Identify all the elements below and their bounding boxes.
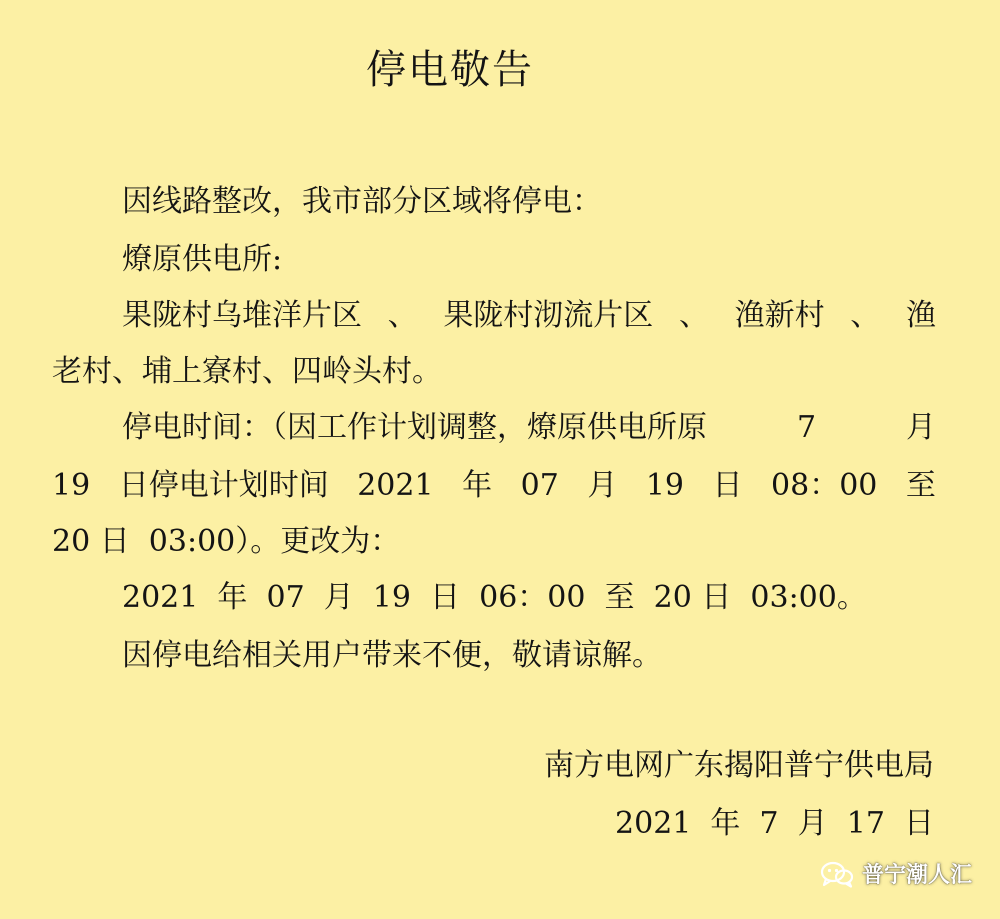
time-token: 年: [462, 468, 493, 503]
time-label: 停电时间：（因工作计划调整，燎原供电所原: [122, 410, 707, 445]
time-value: 7: [796, 410, 817, 445]
watermark-text: 普宁潮人汇: [861, 863, 972, 888]
time-token: 19: [645, 468, 685, 503]
area-separator: 、: [678, 298, 709, 333]
wechat-icon: [820, 860, 854, 888]
time-token: 08：00: [771, 468, 878, 503]
source-watermark: [820, 858, 972, 889]
time-token: 2021: [357, 468, 434, 503]
area-separator: 、: [850, 298, 881, 333]
issuer-name: 南方电网广东揭阳普宁供电局: [544, 748, 934, 783]
areas-line-1: [122, 296, 936, 336]
time-unit: 月: [906, 410, 936, 445]
issue-date: 2021 年 7 月 17 日: [615, 806, 934, 841]
area-separator: 、: [387, 298, 418, 333]
intro-text: 因线路整改，我市部分区域将停电：: [122, 184, 602, 219]
time-line-1: [122, 408, 936, 448]
apology-text: 因停电给相关用户带来不便，敬请谅解。: [122, 638, 662, 673]
time-token: 07: [520, 468, 559, 503]
station-name: 燎原供电所:: [122, 242, 283, 277]
time-token: 日停电计划时间: [118, 468, 329, 503]
areas-line-2: 老村、埔上寮村、四岭头村。: [52, 354, 442, 389]
area-segment: 果陇村沏流片区: [443, 298, 654, 333]
notice-title: 停电敬告: [366, 47, 534, 93]
time-line-3: 20 日 03:00）。更改为：: [52, 524, 401, 559]
time-line-2: [52, 466, 936, 506]
area-segment: 渔新村: [734, 298, 825, 333]
time-token: 月: [587, 468, 618, 503]
new-outage-time: 2021 年 07 月 19 日 06：00 至 20 日 03:00。: [122, 580, 867, 615]
time-token: 日: [712, 468, 743, 503]
area-segment: 渔: [905, 298, 936, 333]
area-segment: 果陇村乌堆洋片区: [122, 298, 362, 333]
time-token: 19: [52, 468, 91, 503]
time-token: 至: [905, 468, 936, 503]
